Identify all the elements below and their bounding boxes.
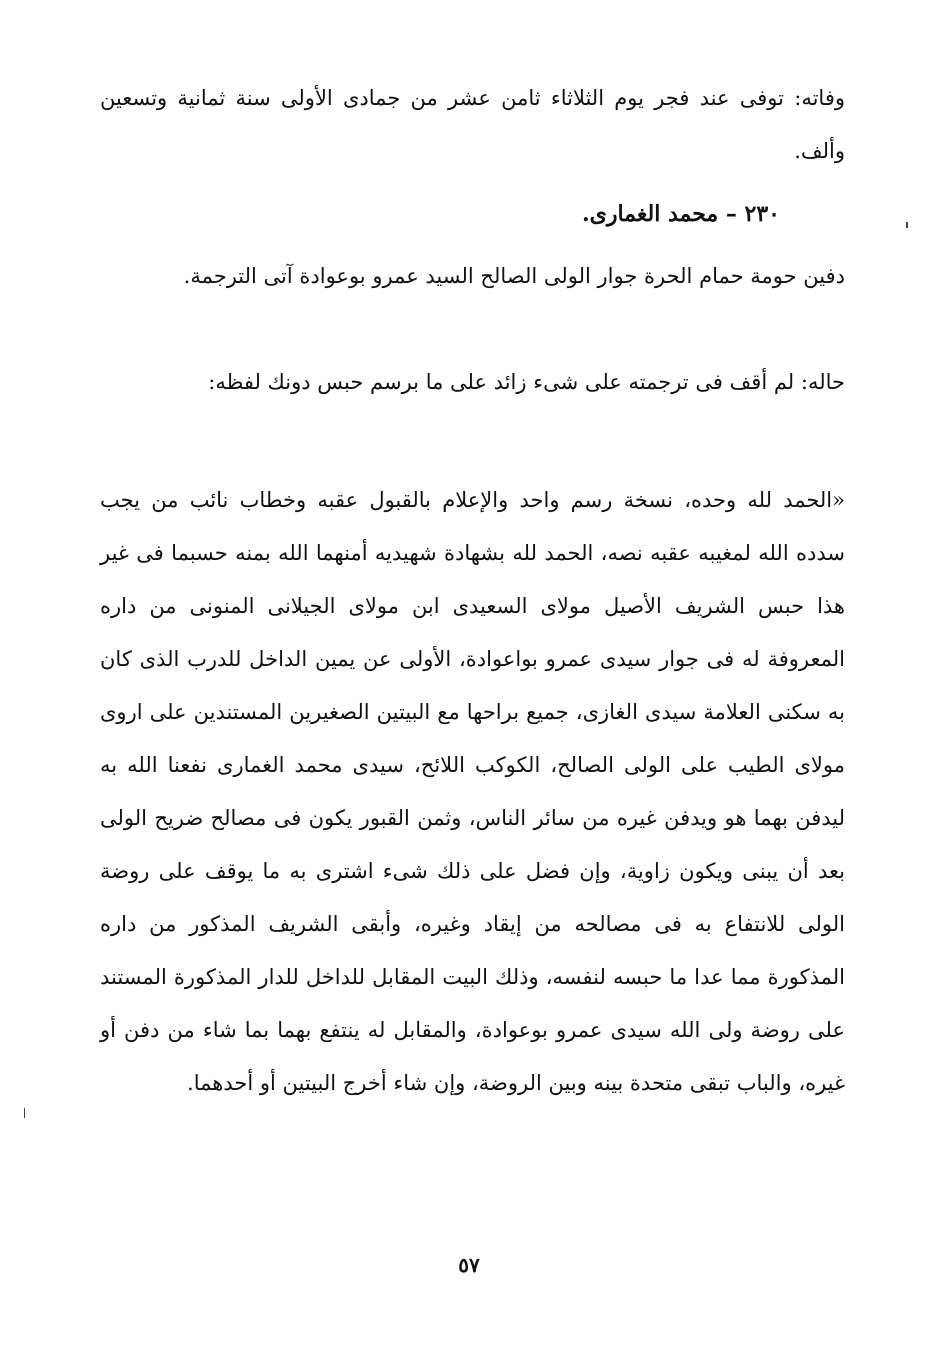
status-paragraph: حاله: لم أقف فى ترجمته على شىء زائد على ما برسم حبس دونك لفظه: xyxy=(208,370,845,394)
burial-paragraph: دفين حومة حمام الحرة جوار الولى الصالح السيد عمرو بوعوادة آتى الترجمة. xyxy=(183,264,845,288)
entry-heading: ٢٣٠ – محمد الغمارى. xyxy=(581,201,780,227)
scan-speck xyxy=(906,222,908,228)
scan-speck xyxy=(24,1108,25,1118)
death-paragraph: وفاته: توفى عند فجر يوم الثلاثاء ثامن عشر من جمادى الأولى سنة ثمانية وتسعين وألف. xyxy=(100,86,845,163)
endowment-quote-paragraph: «الحمد لله وحده، نسخة رسم واحد والإعلام بالقبول عقبه وخطاب نائب من يجب سدده الله لمغيبه عقبه نصه، الحمد لله بشهادة شهيديه أمنهما الله بمنه حسبما فى غير هذا حبس الشريف الأصيل مولاى السعيدى ابن مولاى الجيلانى المنونى من داره المعروفة له فى جوار سيدى عمرو بواعوادة، الأولى عن يمين الداخل للدرب الذى كان به سكنى العلامة سيدى الغازى، جميع براحها مع البيتين الصغيرين المستندين على اروى مولاى الطيب على الولى الصالح، الكوكب اللائح، سيدى محمد الغمارى نفعنا الله به ليدفن بهما هو ويدفن غيره من سائر الناس، وثمن القبور يكون فى مصالح ضريح الولى بعد أن يبنى ويكون زاوية، وإن فضل على ذلك شىء اشترى به ما يوقف على روضة الولى للانتفاع به فى مصالحه من إيقاد وغيره، وأبقى الشريف المذكور من داره المذكورة مما عدا ما حبسه لنفسه، وذلك البيت المقابل للداخل للدار المذكورة المستند على روضة ولى الله سيدى عمرو بوعوادة، والمقابل له ينتفع بهما بما شاء من دفن أو غيره، والباب تبقى متحدة بينه وبين الروضة، وإن شاء أخرج البيتين أو أحدهما. xyxy=(100,488,846,1095)
page-number: ٥٧ xyxy=(458,1253,480,1277)
